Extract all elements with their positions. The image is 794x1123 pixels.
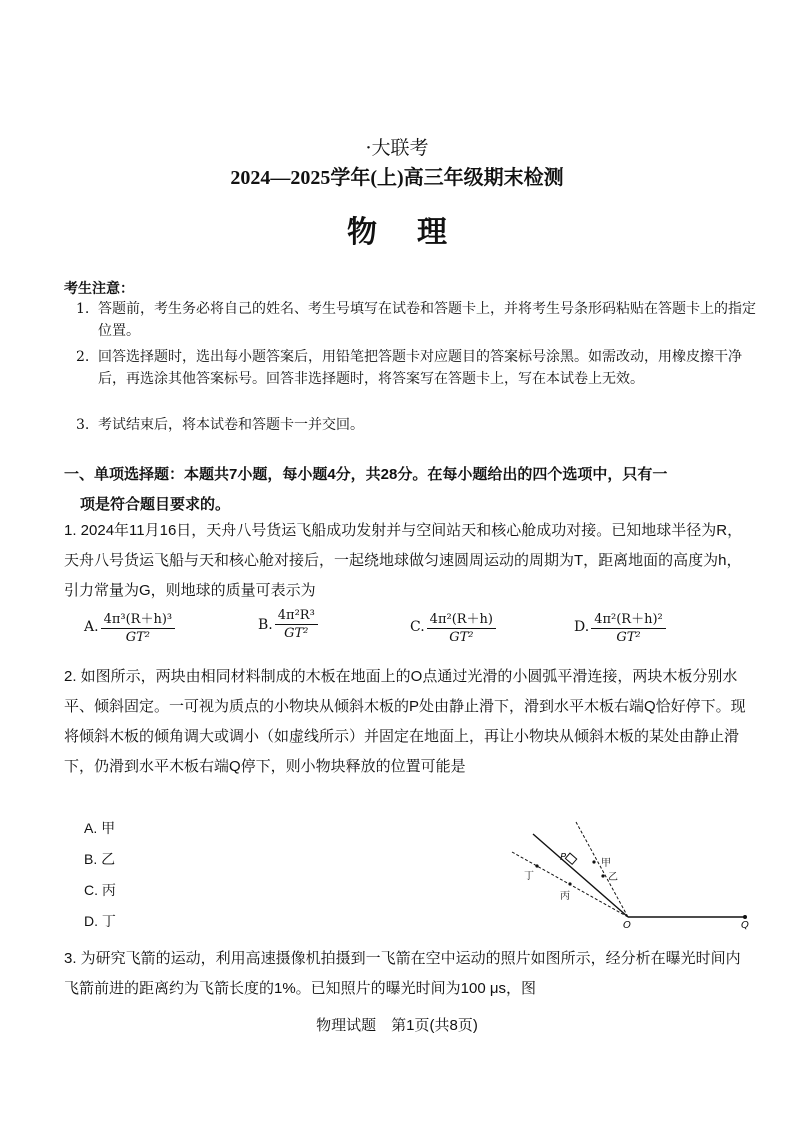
notice-item-number: 3. xyxy=(76,417,90,433)
notice-item-text: 答题前，考生务必将自己的姓名、考生号填写在试卷和答题卡上，并将考生号条形码粘贴在答题卡上的指定位置。 xyxy=(98,301,756,339)
fraction xyxy=(101,608,176,645)
notice-title: 考生注意： xyxy=(64,280,134,296)
section-heading xyxy=(64,460,764,520)
fraction-denominator: GT² xyxy=(616,630,641,645)
notice-item-text: 回答选择题时，选出每小题答案后，用铅笔把答题卡对应题目的答案标号涂黑。如需改动，用橡皮擦干净后，再选涂其他答案标号。回答非选择题时，将答案写在答题卡上，写在本试卷上无效。 xyxy=(98,349,742,387)
label-q: Q xyxy=(741,920,749,930)
label-jia: 甲 xyxy=(601,858,611,869)
fraction-numerator: 4π²(R＋h)² xyxy=(591,608,666,629)
subject-title: 物理 xyxy=(347,215,487,250)
label-yi: 乙 xyxy=(608,872,618,883)
label-bing: 丙 xyxy=(560,891,570,902)
exam-name: ·大联考 xyxy=(365,137,429,159)
point-bing-marker xyxy=(568,882,571,885)
notice-item-number: 1. xyxy=(76,301,90,317)
fraction-numerator: 4π²(R＋h) xyxy=(427,608,496,629)
point-ding-marker xyxy=(535,864,538,867)
question-2-text: 2. 如图所示，两块由相同材料制成的木板在地面上的O点通过光滑的小圆弧平滑连接，两块木板分别水平、倾斜固定。一可视为质点的小物块从倾斜木板的P处由静止滑下，滑到水平木板右端Q恰好停下。现将倾斜木板的倾角调大或调小（如虚线所示）并固定在地面上，再让小物块从倾斜木板的某处由静止滑下，仍滑到水平木板右端Q停下，则小物块释放的位置可能是 xyxy=(64,668,746,775)
notice-item-number: 2. xyxy=(76,349,90,365)
section-heading-line-2: 项是符合题目要求的。 xyxy=(80,496,231,513)
notice-item-1 xyxy=(76,298,758,342)
option-b xyxy=(258,608,318,641)
section-heading-line-1: 一、单项选择题：本题共7小题，每小题4分，共28分。在每小题给出的四个选项中，只有一 xyxy=(64,466,668,483)
notice-item-text: 考试结束后，将本试卷和答题卡一并交回。 xyxy=(98,417,364,433)
notice-item-2 xyxy=(76,346,758,390)
page-footer: 物理试题 第1页(共8页) xyxy=(316,1017,478,1034)
incline-diagram xyxy=(500,818,760,930)
fraction xyxy=(591,608,666,645)
fraction xyxy=(427,608,496,645)
fraction xyxy=(275,608,318,641)
fraction-numerator: 4π²R³ xyxy=(275,608,318,625)
question-1-options xyxy=(84,608,764,652)
block xyxy=(565,853,576,864)
exam-title: 2024—2025学年(上)高三年级期末检测 xyxy=(230,167,564,189)
point-yi-marker xyxy=(601,874,604,877)
point-jia-marker xyxy=(592,860,595,863)
fraction-denominator: GT² xyxy=(284,626,309,641)
fraction-denominator: GT² xyxy=(125,630,150,645)
option-a xyxy=(84,608,175,645)
choice-d: D. 丁 xyxy=(84,913,116,929)
notice-item-3 xyxy=(76,414,758,436)
steeper-incline-dashed xyxy=(576,822,628,917)
option-label: C. xyxy=(410,618,425,635)
fraction-denominator: GT² xyxy=(449,630,474,645)
option-c xyxy=(410,608,496,645)
choice-a: A. 甲 xyxy=(84,820,116,836)
option-label: A. xyxy=(84,618,99,635)
point-q-marker xyxy=(743,915,747,919)
choice-b: B. 乙 xyxy=(84,851,116,867)
fraction-numerator: 4π³(R＋h)³ xyxy=(101,608,176,629)
choice-c: C. 丙 xyxy=(84,882,116,898)
option-label: B. xyxy=(258,616,273,633)
option-d xyxy=(574,608,666,645)
question-1-text: 1. 2024年11月16日，天舟八号货运飞船成功发射并与空间站天和核心舱成功对接。已知地球半径为R，天舟八号货运飞船与天和核心舱对接后，一起绕地球做匀速圆周运动的周期为T，距离地面的高度为h，引力常量为G，则地球的质量可表示为 xyxy=(64,522,743,599)
question-3-text: 3. 为研究飞箭的运动，利用高速摄像机拍摄到一飞箭在空中运动的照片如图所示，经分析在曝光时间内飞箭前进的距离约为飞箭长度的1%。已知照片的曝光时间为100 μs，图 xyxy=(64,950,741,997)
option-label: D. xyxy=(574,618,590,635)
label-p: P xyxy=(560,852,567,863)
label-o: O xyxy=(623,920,631,930)
label-ding: 丁 xyxy=(524,871,534,882)
